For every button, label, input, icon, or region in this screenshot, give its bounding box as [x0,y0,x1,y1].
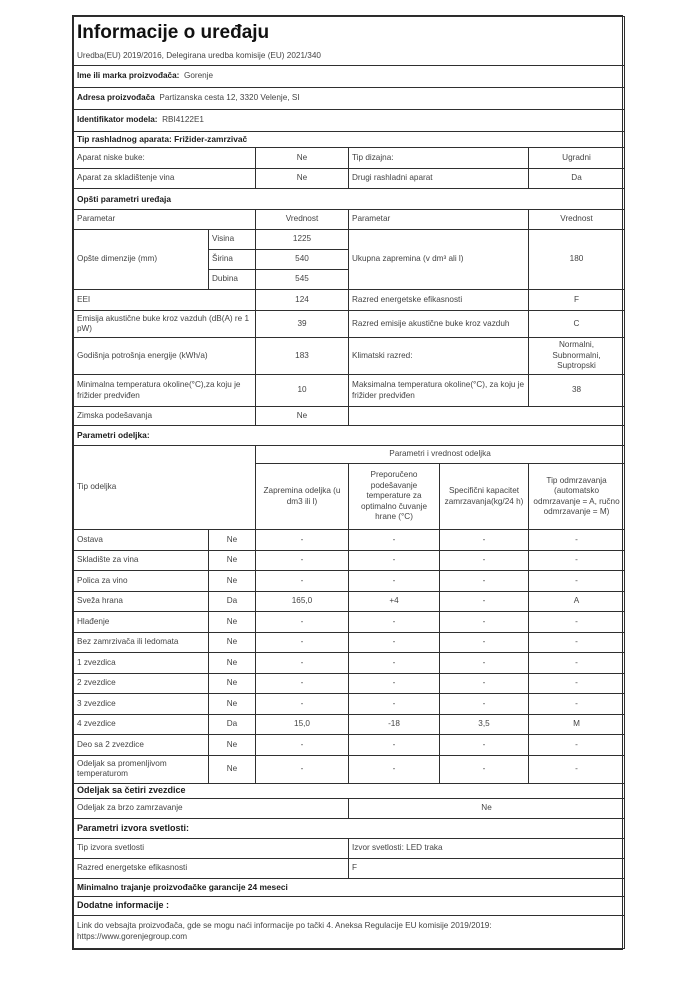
light-type-value: Izvor svetlosti: LED traka [349,838,625,858]
compartment-temp: -18 [349,714,440,735]
compartment-name: Hlađenje [74,612,209,633]
compartment-volume: - [256,612,349,633]
compartment-row [74,632,625,653]
compartment-defrost: A [529,591,625,612]
compartment-row [74,571,625,592]
page-title: Informacije o uređaju [74,17,625,47]
compartment-capacity: - [440,694,529,715]
compartment-col-defrost: Tip odmrzavanja (automatsko odmrzavanje = A, ručno odmrzavanje = M) [529,464,625,530]
dimension-value: 1225 [256,230,349,250]
compartment-defrost: - [529,612,625,633]
regulation-subtitle: Uredba(EU) 2019/2016, Delegirana uredba komisije (EU) 2021/340 [74,47,625,66]
compartment-capacity: - [440,755,529,783]
compartment-name: 4 zvezdice [74,714,209,735]
compartment-volume: - [256,653,349,674]
manufacturer-value: Gorenje [183,71,214,81]
compartment-present: Ne [209,530,256,551]
compartment-col-capacity: Specifični kapacitet zamrzavanja(kg/24 h) [440,464,529,530]
compartment-capacity: - [440,673,529,694]
compartment-defrost: - [529,735,625,756]
warranty: Minimalno trajanje proizvođačke garancije 24 meseci [74,878,625,896]
compartment-capacity: - [440,735,529,756]
compartment-capacity: - [440,571,529,592]
compartment-name: Polica za vino [74,571,209,592]
compartment-present: Ne [209,571,256,592]
compartment-name: Bez zamrzivača ili ledomata [74,632,209,653]
compartment-capacity: - [440,653,529,674]
param-value: 10 [256,375,349,407]
basic-label-2: Tip dizajna: [349,148,529,169]
compartment-present: Ne [209,632,256,653]
light-class-label: Razred energetske efikasnosti [74,858,349,878]
compartment-row [74,714,625,735]
model-row [74,110,625,132]
general-row [74,311,625,338]
compartment-name: Deo sa 2 zvezdice [74,735,209,756]
compartment-capacity: - [440,612,529,633]
address-value: Partizanska cesta 12, 3320 Velenje, SI [159,93,300,103]
basic-label: Aparat za skladištenje vina [74,169,256,189]
compartment-volume: - [256,530,349,551]
light-section-heading: Parametri izvora svetlosti: [74,818,625,838]
dimension-label: Visina [209,230,256,250]
param-label-2: Maksimalna temperatura okoline(°C), za koju je frižider predviđen [349,375,529,407]
compartment-volume: - [256,571,349,592]
param-value: 183 [256,338,349,375]
basic-label-2: Drugi rashladni aparat [349,169,529,189]
compartment-volume: - [256,735,349,756]
col-parameter: Parametar [74,210,256,230]
general-row [74,338,625,375]
compartment-row [74,673,625,694]
empty-cell [349,407,625,426]
appliance-type: Tip rashladnog aparata: Frižider-zamrzivač [74,132,625,148]
compartment-row [74,550,625,571]
total-volume-label: Ukupna zapremina (v dm³ ali l) [349,230,529,290]
compartment-temp: - [349,612,440,633]
col-value: Vrednost [256,210,349,230]
compartment-defrost: - [529,632,625,653]
compartment-volume: - [256,755,349,783]
compartment-capacity: - [440,550,529,571]
compartment-volume: - [256,673,349,694]
winter-value: Ne [256,407,349,426]
compartment-name: Skladište za vina [74,550,209,571]
compartment-temp: +4 [349,591,440,612]
compartment-row [74,591,625,612]
light-class-value: F [349,858,625,878]
param-label-2: Razred emisije akustične buke kroz vazduh [349,311,529,338]
compartments-section-heading: Parametri odeljka: [74,426,625,446]
compartment-temp: - [349,694,440,715]
winter-label: Zimska podešavanja [74,407,256,426]
compartment-temp: - [349,653,440,674]
param-label-2: Razred energetske efikasnosti [349,290,529,311]
compartment-temp: - [349,632,440,653]
param-label: Godišnja potrošnja energije (kWh/a) [74,338,256,375]
model-label: Identifikator modela: [77,115,158,125]
compartment-col-volume: Zapremina odeljka (u dm3 ili l) [256,464,349,530]
compartment-col-temperature: Preporučeno podešavanje temperature za optimalno čuvanje hrane (°C) [349,464,440,530]
model-value: RBI4122E1 [162,115,204,125]
col-parameter-2: Parametar [349,210,529,230]
compartment-temp: - [349,755,440,783]
compartment-name: Ostava [74,530,209,551]
general-section-heading: Opšti parametri uređaja [74,189,625,210]
dimensions-label: Opšte dimenzije (mm) [74,230,209,290]
param-label: Minimalna temperatura okoline(°C),za koju je frižider predviđen [74,375,256,407]
basic-value-2: Da [529,169,625,189]
param-value-2: F [529,290,625,311]
compartment-temp: - [349,550,440,571]
compartment-capacity: - [440,591,529,612]
compartment-present: Da [209,591,256,612]
compartment-present: Ne [209,550,256,571]
compartment-present: Ne [209,653,256,674]
dimension-label: Širina [209,250,256,270]
basic-row [74,148,625,169]
dimension-value: 545 [256,270,349,290]
compartment-defrost: - [529,571,625,592]
additional-info-text: Link do vebsajta proizvođača, gde se mogu naći informacije po tački 4. Aneksa Regulacije EU komisije 2019/2019: [77,921,492,930]
basic-value-2: Ugradni [529,148,625,169]
compartment-temp: - [349,673,440,694]
compartment-present: Ne [209,735,256,756]
climate-class-value: Normalni, Subnormalni, Suptropski [529,338,625,375]
compartment-group-header: Parametri i vrednost odeljka [256,446,625,464]
compartment-capacity: - [440,530,529,551]
compartment-row [74,530,625,551]
compartment-capacity: 3,5 [440,714,529,735]
param-value-2: C [529,311,625,338]
manufacturer-website-link[interactable]: https://www.gorenjegroup.com [77,931,188,941]
compartment-row [74,694,625,715]
compartment-name: 2 zvezdice [74,673,209,694]
four-star-section-heading: Odeljak sa četiri zvezdice [74,783,625,798]
compartment-present: Ne [209,612,256,633]
manufacturer-label: Ime ili marka proizvođača: [77,71,180,81]
basic-value: Ne [256,169,349,189]
compartment-volume: 165,0 [256,591,349,612]
compartment-volume: - [256,550,349,571]
dimension-value: 540 [256,250,349,270]
compartment-defrost: - [529,694,625,715]
compartment-capacity: - [440,632,529,653]
compartment-defrost: - [529,550,625,571]
info-table [73,16,625,949]
param-label: Emisija akustične buke kroz vazduh (dB(A) re 1 pW) [74,311,256,338]
compartment-row [74,735,625,756]
compartment-name: Sveža hrana [74,591,209,612]
param-value-2: 38 [529,375,625,407]
compartment-present: Ne [209,694,256,715]
fast-freeze-label: Odeljak za brzo zamrzavanje [74,798,349,818]
compartment-name: Odeljak sa promenljivom temperaturom [74,755,209,783]
basic-label: Aparat niske buke: [74,148,256,169]
manufacturer-row [74,66,625,88]
light-type-label: Tip izvora svetlosti [74,838,349,858]
compartment-temp: - [349,571,440,592]
compartment-present: Ne [209,755,256,783]
param-value: 39 [256,311,349,338]
additional-info [74,915,625,948]
compartment-present: Ne [209,673,256,694]
compartment-name: 1 zvezdica [74,653,209,674]
fast-freeze-value: Ne [349,798,625,818]
compartment-rows [74,530,625,784]
compartment-volume: 15,0 [256,714,349,735]
general-row [74,375,625,407]
compartment-defrost: - [529,530,625,551]
col-value-2: Vrednost [529,210,625,230]
param-label: EEI [74,290,256,311]
compartment-defrost: - [529,755,625,783]
general-row [74,290,625,311]
compartment-volume: - [256,694,349,715]
product-information-sheet [72,15,623,950]
address-row [74,88,625,110]
compartment-row [74,653,625,674]
compartment-row [74,755,625,783]
compartment-defrost: - [529,673,625,694]
compartment-name: 3 zvezdice [74,694,209,715]
basic-value: Ne [256,148,349,169]
compartment-row [74,612,625,633]
param-label-2: Klimatski razred: [349,338,529,375]
compartment-volume: - [256,632,349,653]
additional-section-heading: Dodatne informacije : [74,896,625,915]
address-label: Adresa proizvođača [77,93,155,103]
param-value: 124 [256,290,349,311]
compartment-defrost: M [529,714,625,735]
compartment-temp: - [349,735,440,756]
compartment-type-header: Tip odeljka [74,446,256,530]
basic-row [74,169,625,189]
total-volume-value: 180 [529,230,625,290]
compartment-defrost: - [529,653,625,674]
compartment-temp: - [349,530,440,551]
dimension-label: Dubina [209,270,256,290]
compartment-present: Da [209,714,256,735]
